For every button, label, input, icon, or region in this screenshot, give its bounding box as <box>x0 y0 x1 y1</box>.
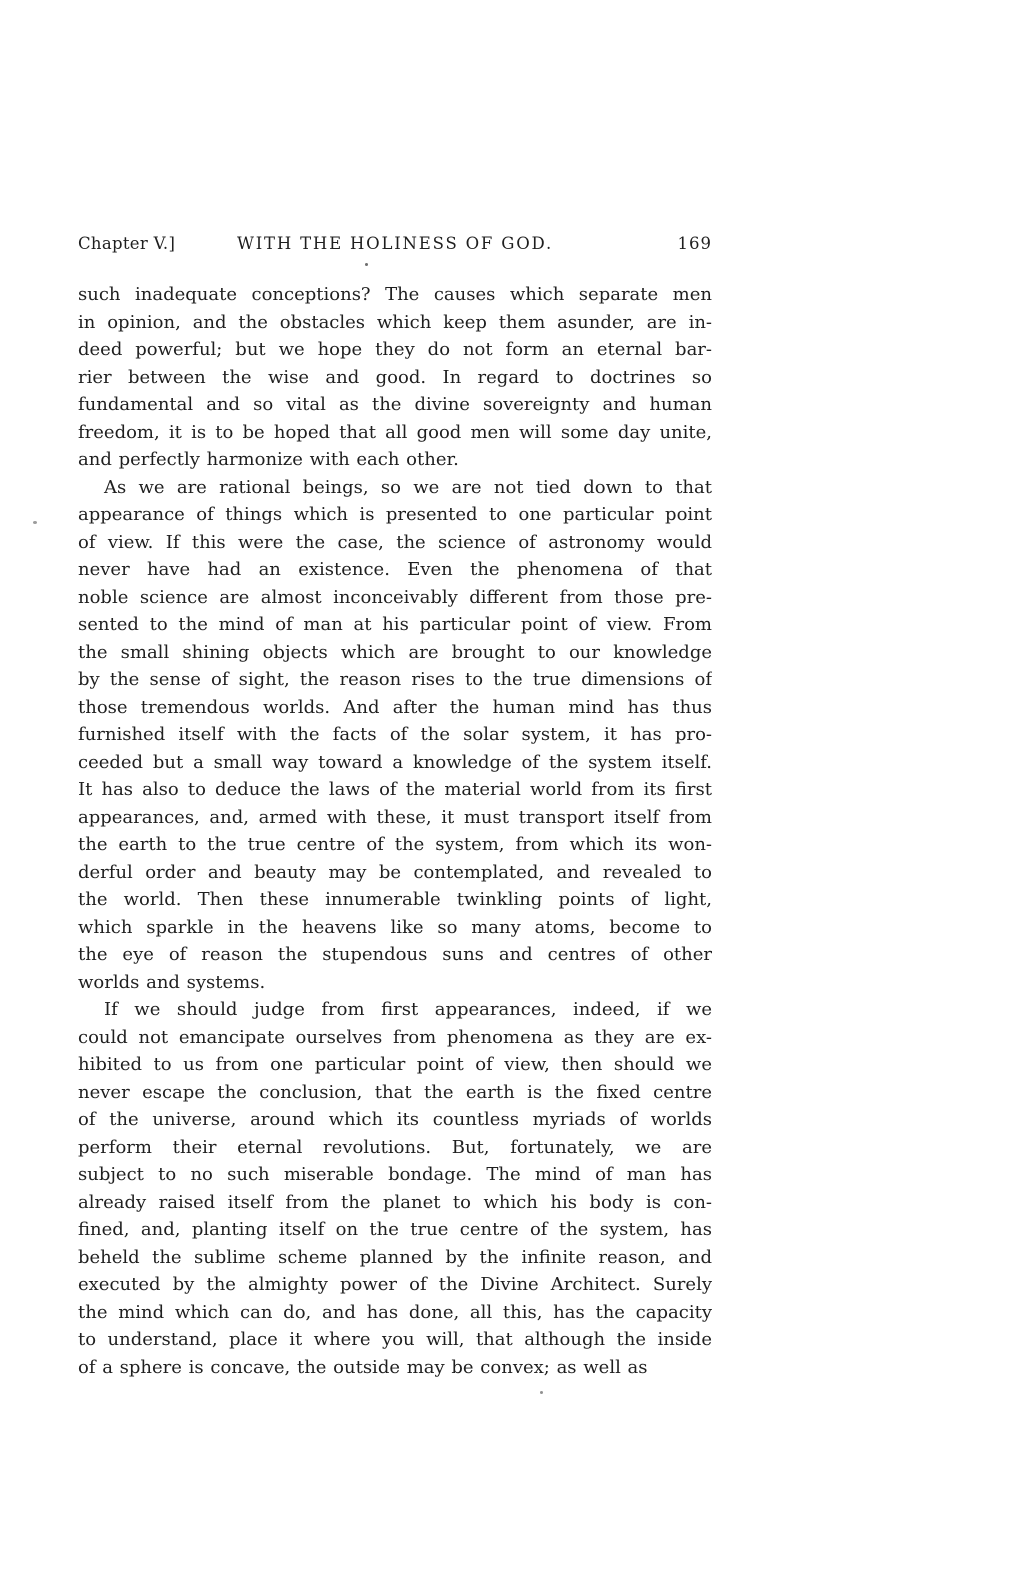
paragraph <box>78 474 712 997</box>
text-line: freedom, it is to be hoped that all good men will some day unite, <box>78 421 712 443</box>
text-line: never escape the conclusion, that the earth is the fixed centre <box>78 1081 712 1103</box>
text-line: such inadequate conceptions? The causes which separate men <box>78 284 712 305</box>
running-head <box>78 234 712 254</box>
paragraph <box>78 996 712 1381</box>
text-line: appearances, and, armed with these, it must transport itself from <box>78 806 712 828</box>
text-line: If we should judge from first appearances, indeed, if we <box>104 999 712 1020</box>
text-line: derful order and beauty may be contemplated, and revealed to <box>78 861 712 883</box>
scan-speck <box>540 1391 543 1394</box>
text-line: the small shining objects which are brought to our knowledge <box>78 641 712 663</box>
text-line: hibited to us from one particular point of view, then should we <box>78 1054 712 1075</box>
text-line: of the universe, around which its countless myriads of worlds <box>78 1109 712 1130</box>
text-line: the earth to the true centre of the system, from which its won- <box>78 834 712 855</box>
text-line: the eye of reason the stupendous suns and centres of other <box>78 944 712 965</box>
text-line: which sparkle in the heavens like so many atoms, become to <box>78 916 712 938</box>
text-line: in opinion, and the obstacles which keep them asunder, are in- <box>78 311 712 333</box>
text-line: those tremendous worlds. And after the human mind has thus <box>78 696 712 718</box>
text-line: worlds and systems. <box>78 971 266 993</box>
text-line: fined, and, planting itself on the true centre of the system, has <box>78 1219 712 1240</box>
text-line: executed by the almighty power of the Divine Architect. Surely <box>78 1274 712 1295</box>
text-line: As we are rational beings, so we are not tied down to that <box>104 476 712 498</box>
text-line: could not emancipate ourselves from phenomena as they are ex- <box>78 1026 712 1048</box>
text-line: and perfectly harmonize with each other. <box>78 449 459 470</box>
text-line: never have had an existence. Even the phenomena of that <box>78 559 712 580</box>
text-line: beheld the sublime scheme planned by the infinite reason, and <box>78 1246 712 1268</box>
text-line: furnished itself with the facts of the solar system, it has pro- <box>78 724 712 745</box>
text-line: the mind which can do, and has done, all this, has the capacity <box>78 1301 712 1323</box>
text-line: rier between the wise and good. In regard to doctrines so <box>78 366 712 388</box>
text-line: to understand, place it where you will, that although the inside <box>78 1329 712 1350</box>
text-line: of view. If this were the case, the science of astronomy would <box>78 531 712 553</box>
text-line: noble science are almost inconceivably different from those pre- <box>78 586 712 608</box>
text-line: by the sense of sight, the reason rises to the true dimensions of <box>78 669 712 690</box>
chapter-label: Chapter V.] <box>78 234 176 253</box>
page-number: 169 <box>677 234 712 253</box>
text-line: ceeded but a small way toward a knowledge of the system itself. <box>78 751 712 773</box>
text-line: It has also to deduce the laws of the material world from its first <box>78 779 712 800</box>
text-line: the world. Then these innumerable twinkling points of light, <box>78 889 712 910</box>
text-line: appearance of things which is presented to one particular point <box>78 504 712 525</box>
running-title: WITH THE HOLINESS OF GOD. <box>236 234 554 253</box>
text-line: fundamental and so vital as the divine sovereignty and human <box>78 394 712 415</box>
text-line: of a sphere is concave, the outside may be convex; as well as <box>78 1356 648 1378</box>
text-line: already raised itself from the planet to which his body is con- <box>78 1191 712 1213</box>
text-line: deed powerful; but we hope they do not form an eternal bar- <box>78 339 712 360</box>
text-line: subject to no such miserable bondage. The mind of man has <box>78 1164 712 1185</box>
body-text <box>78 281 712 1381</box>
text-column <box>78 234 712 1381</box>
paragraph <box>78 281 712 474</box>
scan-speck <box>33 521 37 524</box>
text-line: perform their eternal revolutions. But, fortunately, we are <box>78 1136 712 1158</box>
text-line: sented to the mind of man at his particular point of view. From <box>78 614 712 635</box>
